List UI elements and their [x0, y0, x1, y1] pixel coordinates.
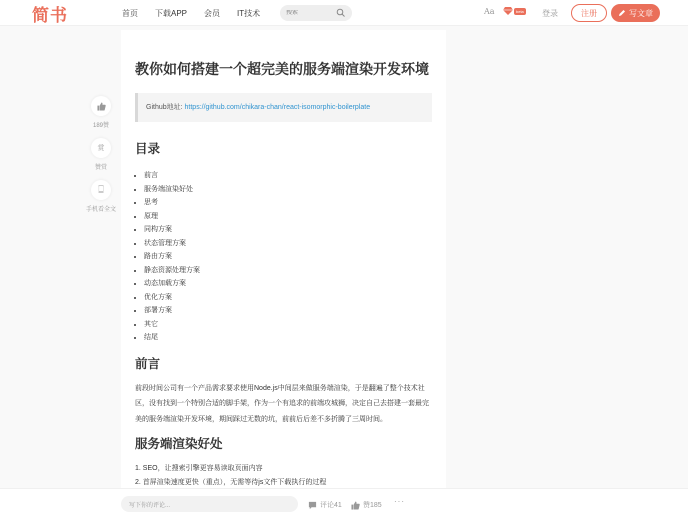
thumbs-up-icon — [351, 501, 360, 510]
write-article-button[interactable] — [611, 4, 660, 22]
more-options-icon[interactable]: ··· — [394, 497, 405, 506]
comment-input[interactable]: 写下你的评论... — [121, 496, 298, 512]
toc-item: • 部署方案 — [144, 304, 432, 318]
register-button[interactable]: 注册 — [571, 4, 607, 22]
nav-item-membership[interactable]: 会员 — [204, 8, 221, 18]
toc-item: • 动态加载方案 — [144, 277, 432, 291]
toc-item: • 前言 — [144, 169, 432, 183]
top-navbar — [0, 0, 688, 26]
intro-paragraph: 前段时间公司有一个产品需求要求使用Node.js中间层来做服务端渲染，于是翻遍了整个技术社区，没有找到一个特别合适的脚手架，作为一个有追求的前端攻城狮，决定自己去搭建一套最完美的服务端渲染开发环境，期间踩过无数的坑，前前后后差不多折腾了三周时间。 — [135, 384, 429, 423]
toc-item: • 结尾 — [144, 331, 432, 345]
like-button[interactable] — [91, 96, 111, 116]
toc-list — [135, 169, 432, 345]
toc-item: • 状态管理方案 — [144, 237, 432, 251]
benefit-item: 1. SEO，让搜索引擎更容易读取页面内容 — [135, 465, 263, 472]
reward-label: 赞赏 — [94, 165, 107, 171]
article-body — [121, 30, 446, 500]
search-icon[interactable] — [336, 8, 346, 18]
mobile-read-label: 手机看全文 — [85, 207, 116, 213]
toc-item: • 思考 — [144, 196, 432, 210]
intro-heading: 前言 — [135, 356, 161, 371]
vip-link[interactable] — [503, 7, 526, 15]
font-settings-toggle[interactable]: Aa — [484, 7, 495, 16]
benefit-heading: 服务端渲染好处 — [135, 437, 223, 451]
benefit-item: 2. 首屏渲染速度更快（重点），无需等待js文件下载执行的过程 — [135, 478, 327, 486]
comment-icon — [308, 501, 317, 510]
pen-icon — [618, 9, 626, 17]
nav-item-download-app[interactable]: 下载APP — [155, 8, 188, 18]
like-count: 189赞 — [92, 123, 109, 129]
diamond-icon — [503, 7, 513, 15]
toc-item: • 静态资源处理方案 — [144, 264, 432, 278]
toc-item: • 原理 — [144, 210, 432, 224]
main-nav — [122, 0, 277, 26]
toc-item: • 服务端渲染好处 — [144, 183, 432, 197]
search-box[interactable] — [280, 5, 352, 21]
bottom-like-count: 赞185 — [363, 502, 382, 509]
toc-item: • 优化方案 — [144, 291, 432, 305]
toc-item: • 其它 — [144, 318, 432, 332]
toc-item: • 同构方案 — [144, 223, 432, 237]
nav-item-home[interactable]: 首页 — [122, 8, 138, 18]
toc-heading: 目录 — [135, 142, 161, 156]
github-link[interactable]: https://github.com/chikara-chan/react-isomorphic-boilerplate — [184, 104, 371, 111]
toc-item: • 路由方案 — [144, 250, 432, 264]
bottom-like-button[interactable] — [351, 500, 382, 510]
reward-icon: 赏 — [97, 145, 105, 152]
comment-bar — [0, 488, 688, 512]
reward-button[interactable] — [91, 138, 111, 158]
login-link[interactable]: 登录 — [542, 9, 558, 18]
thumbs-up-icon — [97, 102, 106, 111]
mobile-read-button[interactable] — [91, 180, 111, 200]
side-actions — [82, 96, 120, 222]
github-quote — [135, 93, 432, 122]
search-input[interactable] — [286, 10, 336, 16]
nav-item-it-tech[interactable]: IT技术 — [237, 8, 261, 18]
beta-badge: beta — [516, 8, 524, 14]
article-title: 教你如何搭建一个超完美的服务端渲染开发环境 — [135, 61, 429, 77]
site-logo[interactable]: 简书 — [32, 6, 68, 26]
mobile-icon: 🀆 — [98, 186, 104, 193]
comment-button[interactable] — [308, 500, 342, 510]
quote-prefix: Github地址: — [146, 104, 185, 111]
comment-count: 评论41 — [320, 502, 342, 509]
write-article-label: 写文章 — [629, 8, 653, 18]
